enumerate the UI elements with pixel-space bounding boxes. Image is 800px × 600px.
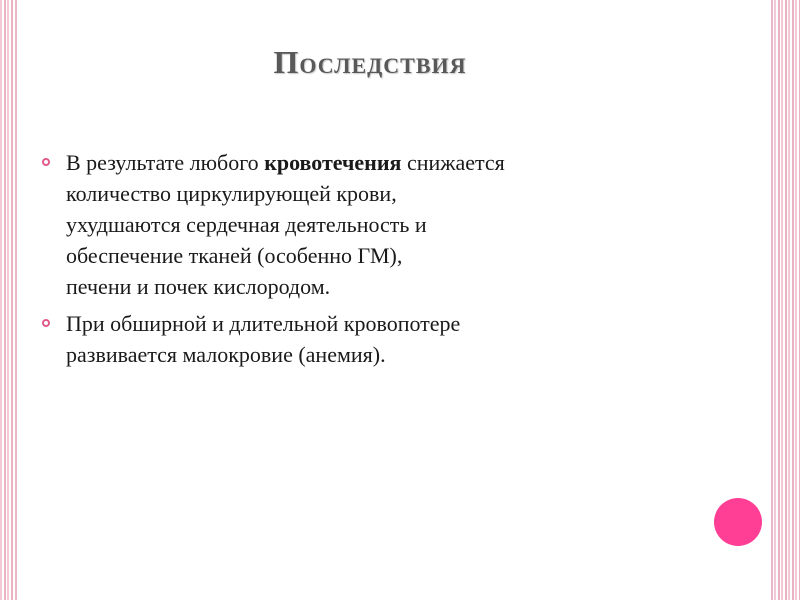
bullet-1-bold-term: кровотечения bbox=[264, 150, 402, 175]
pink-circle-decoration bbox=[714, 498, 762, 546]
slide-title: Последствия bbox=[273, 44, 467, 80]
bullet-1-line-5: печени и почек кислородом. bbox=[66, 274, 331, 299]
bullet-text-1 bbox=[66, 147, 505, 302]
right-border-stripes bbox=[774, 0, 800, 600]
bullet-list bbox=[42, 147, 702, 376]
bullet-1-text-end: снижается bbox=[401, 150, 505, 175]
bullet-1-line-4: обеспечение тканей (особенно ГМ), bbox=[66, 243, 403, 268]
bullet-1-text-start: В результате любого bbox=[66, 150, 265, 175]
bullet-2-line-1: При обширной и длительной кровопотере bbox=[66, 311, 461, 336]
bullet-1-line-3: ухудшаются сердечная деятельность и bbox=[66, 212, 427, 237]
bullet-text-2 bbox=[66, 308, 460, 370]
bullet-item-2 bbox=[42, 308, 702, 370]
bullet-item-1 bbox=[42, 147, 702, 302]
bullet-1-line-2: количество циркулирующей крови, bbox=[66, 181, 397, 206]
bullet-2-line-2: развивается малокровие (анемия). bbox=[66, 342, 386, 367]
bullet-marker-icon bbox=[42, 158, 50, 166]
bullet-marker-icon bbox=[42, 319, 50, 327]
left-border-stripes bbox=[0, 0, 14, 600]
